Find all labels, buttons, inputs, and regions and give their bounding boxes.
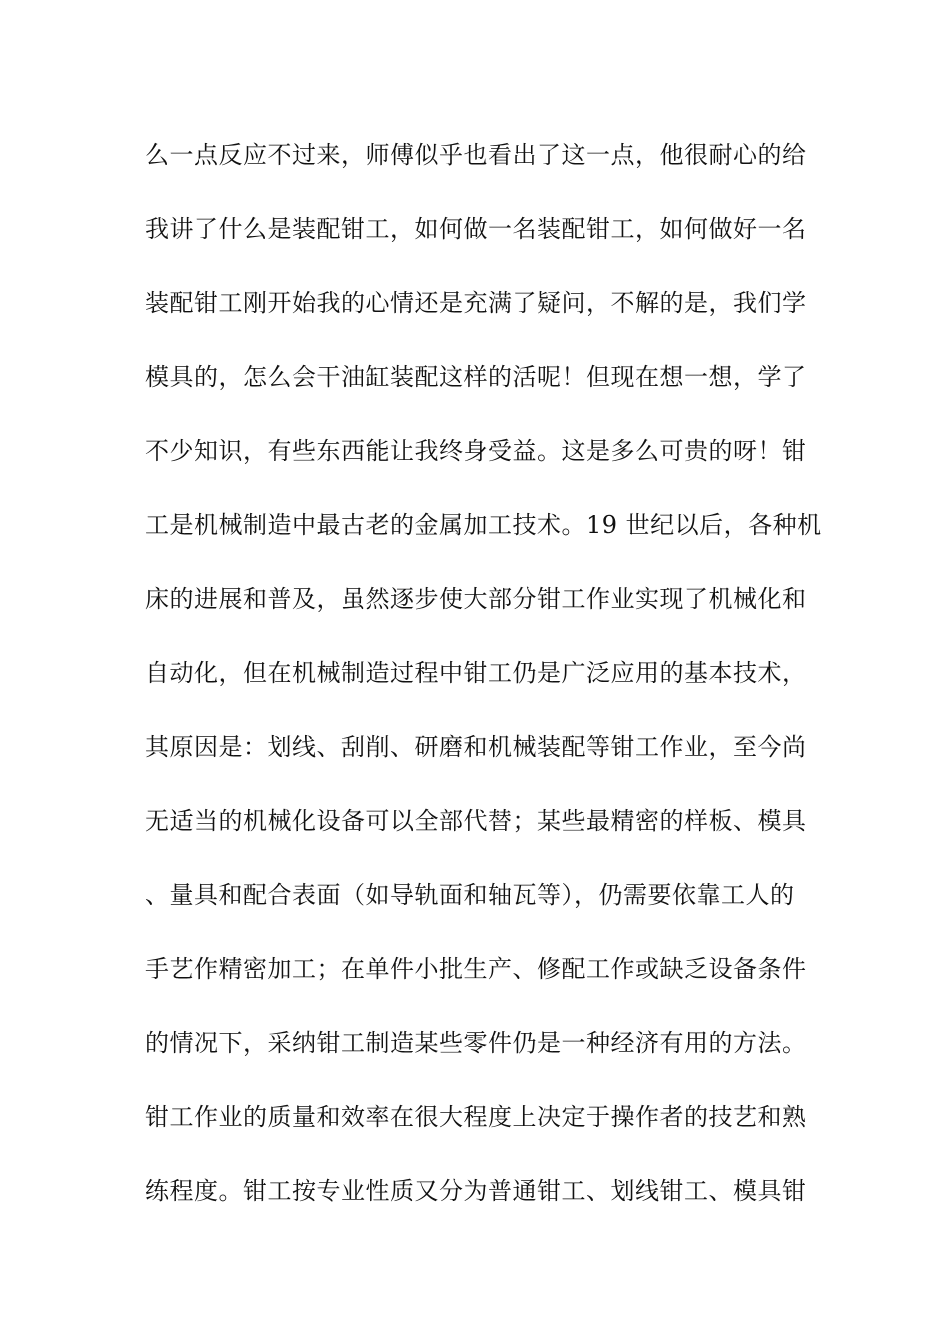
text-line: 床的进展和普及，虽然逐步使大部分钳工作业实现了机械化和: [145, 585, 807, 613]
text-line: 我讲了什么是装配钳工，如何做一名装配钳工，如何做好一名: [145, 215, 807, 243]
text-line: 手艺作精密加工；在单件小批生产、修配工作或缺乏设备条件: [145, 955, 807, 983]
text-line: 其原因是：划线、刮削、研磨和机械装配等钳工作业，至今尚: [145, 733, 807, 761]
body-text: [145, 133, 822, 1243]
text-line: 练程度。钳工按专业性质又分为普通钳工、划线钳工、模具钳: [145, 1177, 807, 1205]
text-line: 自动化，但在机械制造过程中钳工仍是广泛应用的基本技术，: [145, 659, 807, 687]
text-line: 的情况下，采纳钳工制造某些零件仍是一种经济有用的方法。: [145, 1029, 807, 1057]
text-line: 工是机械制造中最古老的金属加工技术。19 世纪以后，各种机: [145, 511, 822, 539]
text-line: 无适当的机械化设备可以全部代替；某些最精密的样板、模具: [145, 807, 807, 835]
text-line: 钳工作业的质量和效率在很大程度上决定于操作者的技艺和熟: [145, 1103, 807, 1131]
text-line: 、量具和配合表面（如导轨面和轴瓦等），仍需要依靠工人的: [145, 881, 795, 909]
text-line: 不少知识，有些东西能让我终身受益。这是多么可贵的呀！钳: [145, 437, 807, 465]
text-line: 模具的，怎么会干油缸装配这样的活呢！但现在想一想，学了: [145, 363, 807, 391]
text-line: 装配钳工刚开始我的心情还是充满了疑问，不解的是，我们学: [145, 289, 807, 317]
text-line: 么一点反应不过来，师傅似乎也看出了这一点，他很耐心的给: [145, 141, 807, 169]
